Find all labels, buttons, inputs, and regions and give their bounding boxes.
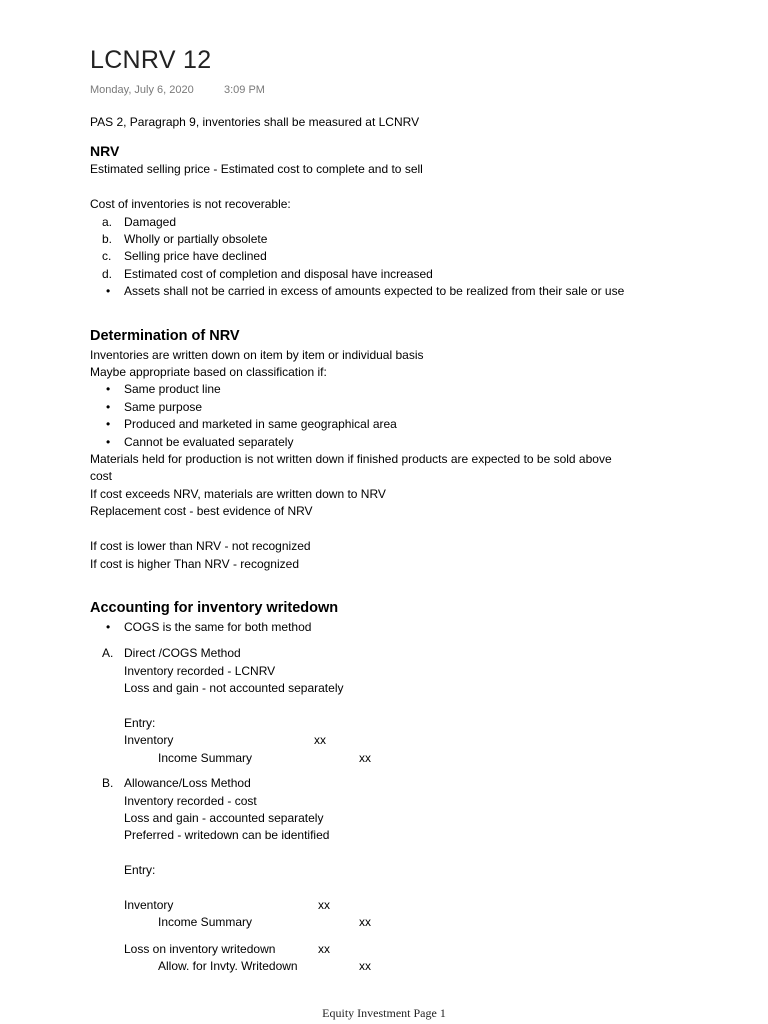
journal-debit-row: [124, 897, 750, 914]
list-marker: d.: [102, 266, 113, 281]
bullet-icon: •: [106, 284, 111, 299]
credit-amount: xx: [359, 750, 371, 765]
replacement-cost-text: Replacement cost - best evidence of NRV: [90, 504, 313, 519]
cost-not-recoverable-label: Cost of inventories is not recoverable:: [90, 197, 291, 212]
journal-credit-row: [124, 958, 750, 975]
list-item: [90, 399, 750, 416]
intro-text: PAS 2, Paragraph 9, inventories shall be measured at LCNRV: [90, 115, 420, 129]
list-item: [90, 231, 750, 248]
list-item-text: Damaged: [124, 214, 177, 229]
determination-line1: Inventories are written down on item by item or individual basis: [90, 347, 424, 362]
method-line: Inventory recorded - cost: [124, 793, 257, 808]
journal-credit-row: [124, 750, 750, 767]
cogs-list: [90, 619, 750, 636]
method-line: Loss and gain - not accounted separately: [124, 681, 344, 696]
method-line: Preferred - writedown can be identified: [124, 828, 330, 843]
note-date: Monday, July 6, 2020: [90, 84, 194, 96]
credit-account: Income Summary: [158, 750, 253, 765]
list-item-text: Selling price have declined: [124, 249, 267, 264]
credit-account: Income Summary: [158, 915, 253, 930]
credit-account: Allow. for Invty. Writedown: [158, 959, 298, 974]
debit-account: Inventory: [124, 733, 174, 748]
list-item-text: COGS is the same for both method: [124, 619, 312, 634]
materials-line2: cost: [90, 469, 113, 484]
method-b: [90, 775, 750, 975]
debit-account: Loss on inventory writedown: [124, 941, 276, 956]
bullet-icon: •: [106, 417, 111, 432]
bullet-icon: •: [106, 619, 111, 634]
bullet-icon: •: [106, 434, 111, 449]
note-time: 3:09 PM: [224, 84, 265, 96]
method-line: Loss and gain - accounted separately: [124, 810, 324, 825]
list-item-text: Cannot be evaluated separately: [124, 434, 294, 449]
determination-heading: Determination of NRV: [90, 327, 240, 344]
journal-credit-row: [124, 914, 750, 931]
nrv-heading: NRV: [90, 143, 120, 160]
reasons-list: [90, 214, 750, 284]
list-item: [90, 619, 750, 636]
cost-lower-text: If cost is lower than NRV - not recognized: [90, 539, 311, 554]
list-item-text: Same purpose: [124, 399, 203, 414]
list-item: [90, 283, 750, 300]
method-a: [90, 645, 750, 767]
page-footer: Equity Investment Page 1: [322, 1006, 446, 1020]
list-item-text: Wholly or partially obsolete: [124, 232, 268, 247]
principle-list: [90, 283, 750, 300]
credit-amount: xx: [359, 915, 371, 930]
list-marker: c.: [102, 249, 112, 264]
method-marker: B.: [102, 776, 114, 791]
list-item-text: Assets shall not be carried in excess of amounts expected to be realized from their sale or use: [124, 284, 625, 299]
bullet-icon: •: [106, 399, 111, 414]
debit-amount: xx: [318, 897, 330, 912]
credit-amount: xx: [359, 959, 371, 974]
entry-label: Entry:: [124, 863, 156, 878]
list-item-text: Produced and marketed in same geographical area: [124, 417, 397, 432]
page-title: LCNRV 12: [90, 46, 212, 74]
debit-amount: xx: [314, 733, 326, 748]
debit-account: Inventory: [124, 897, 174, 912]
list-item-text: Estimated cost of completion and disposal have increased: [124, 266, 433, 281]
method-line: Inventory recorded - LCNRV: [124, 663, 276, 678]
list-item: [90, 248, 750, 265]
method-title: Direct /COGS Method: [124, 646, 241, 661]
list-marker: b.: [102, 232, 113, 247]
materials-line1: Materials held for production is not written down if finished products are expected to be sold above: [90, 452, 612, 467]
accounting-heading: Accounting for inventory writedown: [90, 599, 339, 616]
debit-amount: xx: [318, 941, 330, 956]
list-item: [90, 214, 750, 231]
list-item: [90, 416, 750, 433]
nrv-formula: Estimated selling price - Estimated cost to complete and to sell: [90, 162, 423, 177]
cost-higher-text: If cost is higher Than NRV - recognized: [90, 556, 299, 571]
bullet-icon: •: [106, 382, 111, 397]
list-marker: a.: [102, 214, 113, 229]
method-title: Allowance/Loss Method: [124, 776, 251, 791]
list-item: [90, 266, 750, 283]
classification-list: [90, 381, 750, 451]
cost-exceeds-text: If cost exceeds NRV, materials are written down to NRV: [90, 486, 386, 501]
list-item: [90, 381, 750, 398]
journal-debit-row: [124, 941, 750, 958]
journal-debit-row: [124, 732, 750, 749]
method-marker: A.: [102, 646, 114, 661]
list-item-text: Same product line: [124, 382, 221, 397]
determination-line2: Maybe appropriate based on classification if:: [90, 365, 327, 380]
list-item: [90, 434, 750, 451]
entry-label: Entry:: [124, 715, 156, 730]
note-body: [90, 114, 750, 975]
